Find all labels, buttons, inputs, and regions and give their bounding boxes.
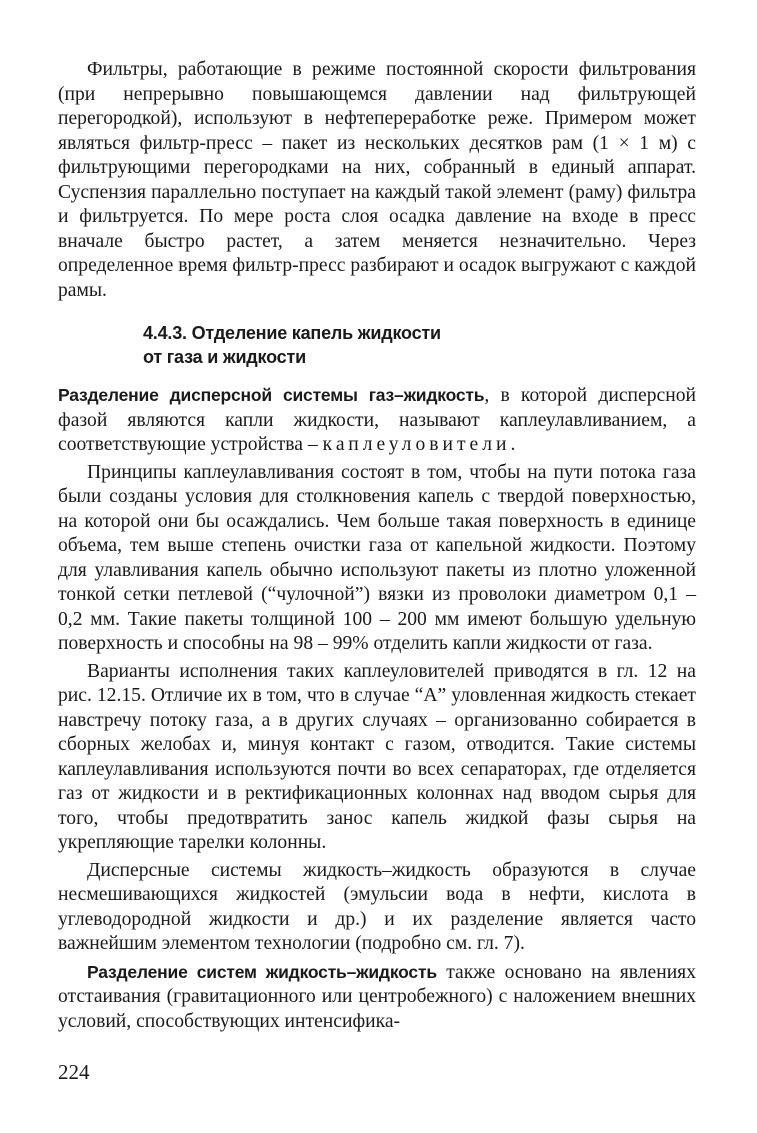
paragraph-filters: Фильтры, работающие в режиме постоянной скорости фильтрования (при непрерывно повышающемся давлении над фильтрующей перегородкой), используют в нефтепереработке реже. Примером может являться фильтр-пресс – пакет из нескольких десятков рам (1 × 1 м) с фильтрующими перегородками на них, собранный в единый аппарат. Суспензия параллельно поступает на каждый такой элемент (раму) фильтра и фильтруется. По мере роста слоя осадка давление на входе в пресс вначале быстро растет, а затем меняется незначительно. Через определенное время фильтр-пресс разбирают и осадок выгружают с каждой рамы. xyxy=(58,59,696,301)
section-heading xyxy=(143,321,696,369)
paragraph-gas-liquid-end: . xyxy=(510,434,516,455)
section-heading-line-2: от газа и жидкости xyxy=(143,347,306,367)
section-heading-line-1: 4.4.3. Отделение капель жидкости xyxy=(143,323,441,343)
page-number: 224 xyxy=(58,1060,90,1084)
paragraph-gas-liquid xyxy=(58,383,696,458)
term-droplet-catchers: каплеуловители xyxy=(322,434,511,455)
paragraph-separation-text: также основано на явлениях отстаивания (гравитационного или центробежного) с наложением внешних условий, способствующих интенсифика- xyxy=(58,961,696,1032)
term-gas-liquid: Разделение дисперсной системы газ–жидкость xyxy=(58,385,485,405)
paragraph-liquid-liquid: Дисперсные системы жидкость–жидкость образуются в случае несмешивающихся жидкостей (эмульсии вода в нефти, кислота в углеводородной жидкости и др.) и их разделение является часто важнейшим элементом технологии (подробно см. гл. 7). xyxy=(58,859,696,954)
page-body xyxy=(58,58,696,1034)
term-liquid-liquid: Разделение систем жидкость–жидкость xyxy=(87,961,437,982)
paragraph-separation xyxy=(58,960,696,1035)
paragraph-principles: Принципы каплеулавливания состоят в том, чтобы на пути потока газа были созданы условия для столкновения капель с твердой поверхностью, на которой они бы осаждались. Чем больше такая поверхность в единице объема, тем выше степень очистки газа от капельной жидкости. Поэтому для улавливания капель обычно используют пакеты из плотно уложенной тонкой сетки петлевой (“чулочной”) вязки из проволоки диаметром 0,1 – 0,2 мм. Такие пакеты толщиной 100 – 200 мм имеют большую удельную поверхность и способны на 98 – 99% отделить капли жидкости от газа. xyxy=(58,461,696,654)
paragraph-gas-liquid-text: , в которой дисперсной фазой являются капли жидкости, называют каплеулавливанием, а соответствующие устройства – xyxy=(58,385,696,455)
paragraph-variants: Варианты исполнения таких каплеуловителей приводятся в гл. 12 на рис. 12.15. Отличие их в том, что в случае “А” уловленная жидкость стекает навстречу потоку газа, а в других случаях – организованно собирается в сборных желобах и, минуя контакт с газом, отводится. Такие системы каплеулавливания используются почти во всех сепараторах, где отделяется газ от жидкости и в ректификационных колоннах над вводом сырья для того, чтобы предотвратить занос капель жидкой фазы сырья на укрепляющие тарелки колонны. xyxy=(58,660,696,853)
